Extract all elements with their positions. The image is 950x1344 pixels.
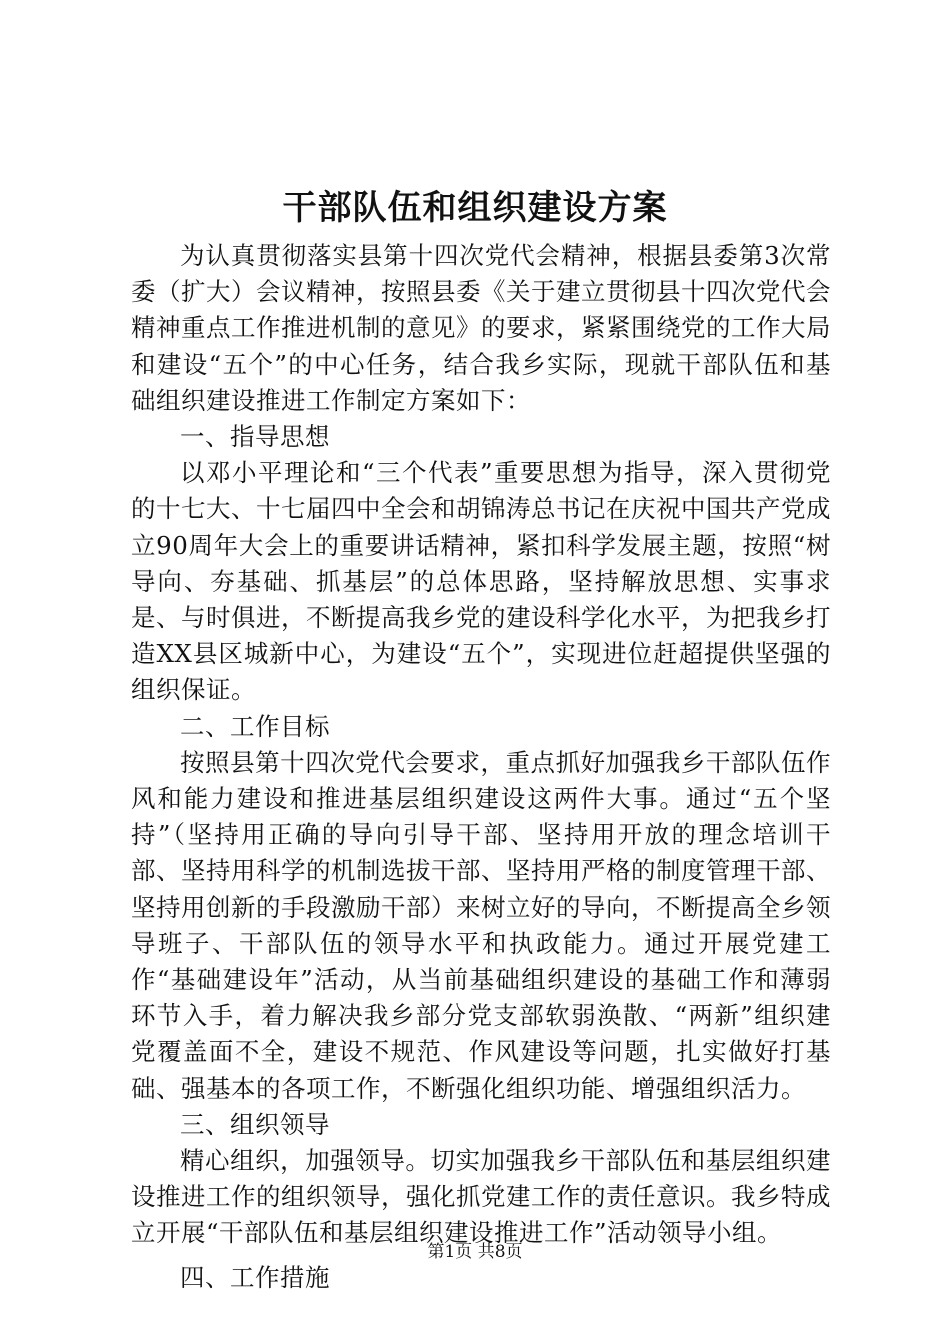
section-text-work-goals: 按照县第十四次党代会要求，重点抓好加强我乡干部队伍作风和能力建设和推进基层组织建设这两件大事。通过“五个坚持”（坚持用正确的导向引导干部、坚持用开放的理念培训干部、坚持用科学的机制选拔干部、坚持用严格的制度管理干部、坚持用创新的手段激励干部）来树立好的导向，不断提高全乡领导班子、干部队伍的领导水平和执政能力。通过开展党建工作“基础建设年”活动，从当前基础组织建设的基础工作和薄弱环节入手，着力解决我乡部分党支部软弱涣散、“两新”组织建党覆盖面不全，建设不规范、作风建设等问题，扎实做好打基础、强基本的各项工作，不断强化组织功能、增强组织活力。 bbox=[131, 747, 831, 1103]
intro-paragraph: 为认真贯彻落实县第十四次党代会精神，根据县委第3次常委（扩大）会议精神，按照县委《关于建立贯彻县十四次党代会精神重点工作推进机制的意见》的要求，紧紧围绕党的工作大局和建设“五个”的中心任务，结合我乡实际，现就干部队伍和基础组织建设推进工作制定方案如下： bbox=[131, 241, 831, 415]
section-heading-guiding-ideology: 一、指导思想 bbox=[180, 422, 330, 452]
section-text-guiding-ideology: 以邓小平理论和“三个代表”重要思想为指导，深入贯彻党的十七大、十七届四中全会和胡锦涛总书记在庆祝中国共产党成立90周年大会上的重要讲话精神，紧扣科学发展主题，按照“树导向、夯基础、抓基层”的总体思路，坚持解放思想、实事求是、与时俱进，不断提高我乡党的建设科学化水平，为把我乡打造XX县区城新中心，为建设“五个”，实现进位赶超提供坚强的组织保证。 bbox=[131, 458, 831, 705]
document-body bbox=[131, 238, 831, 1296]
section-heading-work-goals: 二、工作目标 bbox=[180, 711, 330, 741]
section-heading-work-measures: 四、工作措施 bbox=[180, 1262, 330, 1292]
section-heading-leadership: 三、组织领导 bbox=[180, 1109, 330, 1139]
document-title: 干部队伍和组织建设方案 bbox=[282, 188, 668, 228]
section-text-leadership: 精心组织，加强领导。切实加强我乡干部队伍和基层组织建设推进工作的组织领导，强化抓党建工作的责任意识。我乡特成立开展“干部队伍和基层组织建设推进工作”活动领导小组。 bbox=[131, 1146, 831, 1248]
page-footer: 第1页 共8页 bbox=[427, 1242, 523, 1262]
